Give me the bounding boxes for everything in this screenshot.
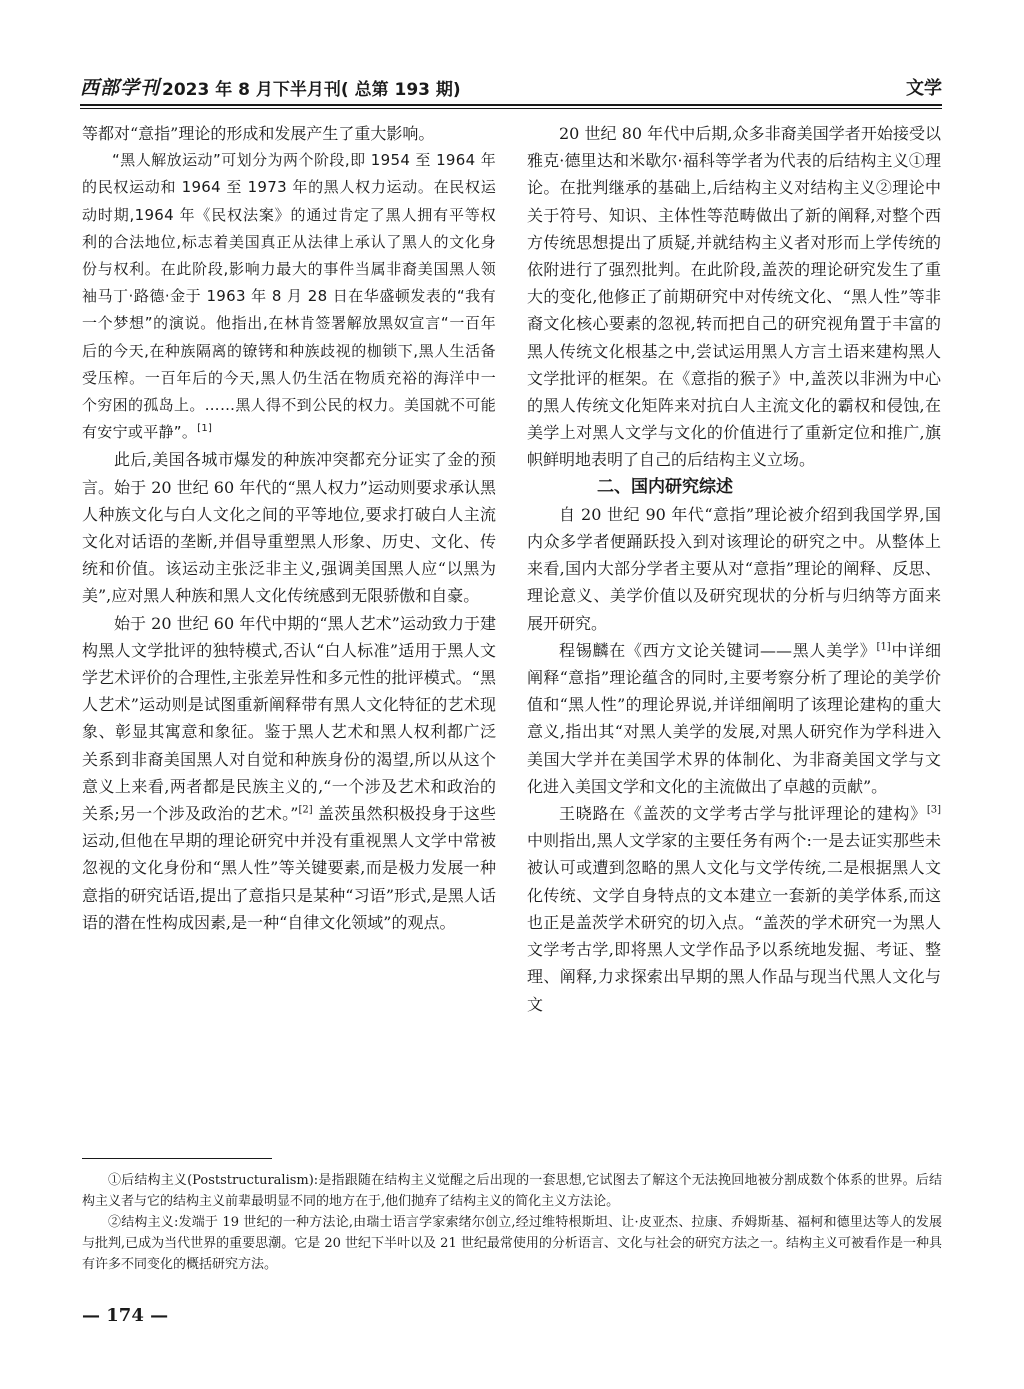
- paragraph-text: 程锡麟在《西方文论关键词——黑人美学》: [559, 640, 877, 660]
- paragraph-text: 中则指出,黑人文学家的主要任务有两个:一是去证实那些未被认可或遭到忽略的黑人文化与文学传统,二是根据黑人文化传统、文学自身特点的文本建立一套新的美学体系,而这也正是盖茨学术研究的切入点。“盖茨的学术研究一为黑人文学考古学,即将黑人文学作品予以系统地发掘、考证、整理、阐释,力求探索出早期的黑人作品与现当代黑人文化与文: [527, 831, 941, 1014]
- header-rule: [80, 104, 942, 106]
- footnotes: [82, 1170, 942, 1275]
- header-rule-thin: [80, 108, 942, 109]
- paragraph: [527, 800, 941, 1018]
- left-column: [82, 120, 496, 936]
- paragraph: 等都对“意指”理论的形成和发展产生了重大影响。: [82, 124, 435, 143]
- paragraph-text: 始于 20 世纪 60 年代中期的“黑人艺术”运动致力于建构黑人文学批评的独特模式,否认“白人标准”适用于黑人文学艺术评价的合理性,主张差异性和多元性的批评模式。“黑人艺术”运动则是试图重新阐释带有黑人文化特征的艺术现象、彰显其寓意和象征。鉴于黑人艺术和黑人权利都广泛关系到非裔美国黑人对自觉和种族身份的渴望,所以从这个意义上来看,两者都是民族主义的,“一个涉及艺术和政治的关系;另一个涉及政治的艺术。”: [82, 613, 496, 824]
- citation: [2]: [298, 804, 313, 816]
- paragraph-text: 王晓路在《盖茨的文学考古学与批评理论的建构》: [559, 804, 927, 824]
- citation: [1]: [876, 641, 891, 653]
- paragraph: [527, 637, 941, 800]
- block-quote: [82, 147, 496, 446]
- paragraph: 自 20 世纪 90 年代“意指”理论被介绍到我国学界,国内众多学者便踊跃投入到对该理论的研究之中。从整体上来看,国内大部分学者主要从对“意指”理论的阐释、反思、理论意义、美学价值以及研究现状的分析与归纳等方面来展开研究。: [527, 504, 941, 633]
- section-heading: 二、国内研究综述: [597, 476, 733, 497]
- section-label: 文学: [906, 78, 942, 99]
- page-number: — 174 —: [82, 1305, 169, 1326]
- paragraph-text: 中详细阐释“意指”理论蕴含的同时,主要考察分析了理论的美学价值和“黑人性”的理论界说,并详细阐明了该理论建构的重大意义,指出其“对黑人美学的发展,对黑人研究作为学科进入美国大学并在美国学术界的体制化、为非裔美国文学与文化进入美国文学和文化的主流做出了卓越的贡献”。: [527, 640, 941, 796]
- paragraph: 此后,美国各城市爆发的种族冲突都充分证实了金的预言。始于 20 世纪 60 年代的“黑人权力”运动则要求承认黑人种族文化与白人文化之间的平等地位,要求打破白人主流文化对话语的垄断,并倡导重塑黑人形象、历史、文化、传统和价值。该运动主张泛非主义,强调美国黑人应“以黑为美”,应对黑人种族和黑人文化传统感到无限骄傲和自豪。: [82, 450, 496, 606]
- issue-info: 2023 年 8 月下半月刊( 总第 193 期): [162, 80, 461, 100]
- citation: [1]: [197, 423, 213, 435]
- footnote: ②结构主义:发端于 19 世纪的一种方法论,由瑞士语言学家索绪尔创立,经过维特根斯坦、让·皮亚杰、拉康、乔姆斯基、福柯和德里达等人的发展与批判,已成为当代世界的重要思潮。它是 20 世纪下半叶以及 21 世纪最常使用的分析语言、文化与社会的研究方法之一。结构主义可被看作是一种具有许多不同变化的概括研究方法。: [82, 1215, 942, 1272]
- running-header: [80, 70, 942, 100]
- citation: [3]: [926, 804, 941, 816]
- paragraph-text: 盖茨虽然积极投身于这些运动,但他在早期的理论研究中并没有重视黑人文学中常被忽视的文化身份和“黑人性”等关键要素,而是极力发展一种意指的研究话语,提出了意指只是某种“习语”形式,是黑人话语的潜在性构成因素,是一种“自律文化领域”的观点。: [82, 804, 496, 932]
- header-left: [80, 73, 461, 100]
- footnote-rule: [82, 1158, 272, 1159]
- paragraph: 20 世纪 80 年代中后期,众多非裔美国学者开始接受以雅克·德里达和米歇尔·福科等学者为代表的后结构主义①理论。在批判继承的基础上,后结构主义对结构主义②理论中关于符号、知识、主体性等范畴做出了新的阐释,对整个西方传统思想提出了质疑,并就结构主义者对形而上学传统的依附进行了强烈批判。在此阶段,盖茨的理论研究发生了重大的变化,他修正了前期研究中对传统文化、“黑人性”等非裔文化核心要素的忽视,转而把自己的研究视角置于丰富的黑人传统文化根基之中,尝试运用黑人方言土语来建构黑人文学批评的框架。在《意指的猴子》中,盖茨以非洲为中心的黑人传统文化矩阵来对抗白人主流文化的霸权和侵蚀,在美学上对黑人文学与文化的价值进行了重新定位和推广,旗帜鲜明地表明了自己的后结构主义立场。: [527, 124, 941, 470]
- footnote: ①后结构主义(Poststructuralism):是指跟随在结构主义觉醒之后出现的一套思想,它试图去了解这个无法挽回地被分割成数个体系的世界。后结构主义者与它的结构主义前辈最明显不同的地方在于,他们抛弃了结构主义的简化主义方法论。: [82, 1173, 942, 1209]
- paragraph: [82, 610, 496, 936]
- journal-logo: 西部学刊: [80, 77, 161, 99]
- right-column: [527, 120, 941, 1018]
- quote-text: “黑人解放运动”可划分为两个阶段,即 1954 至 1964 年的民权运动和 1964 至 1973 年的黑人权力运动。在民权运动时期,1964 年《民权法案》的通过肯定了黑人拥有平等权利的合法地位,标志着美国真正从法律上承认了黑人的文化身份与权利。在此阶段,影响力最大的事件当属非裔美国黑人领袖马丁·路德·金于 1963 年 8 月 28 日在华盛顿发表的“我有一个梦想”的演说。他指出,在林肯签署解放黑奴宣言“一百年后的今天,在种族隔离的镣铐和种族歧视的枷锁下,黑人生活备受压榨。一百年后的今天,黑人仍生活在物质充裕的海洋中一个穷困的孤岛上。……黑人得不到公民的权力。美国就不可能有安宁或平静”。: [82, 151, 496, 442]
